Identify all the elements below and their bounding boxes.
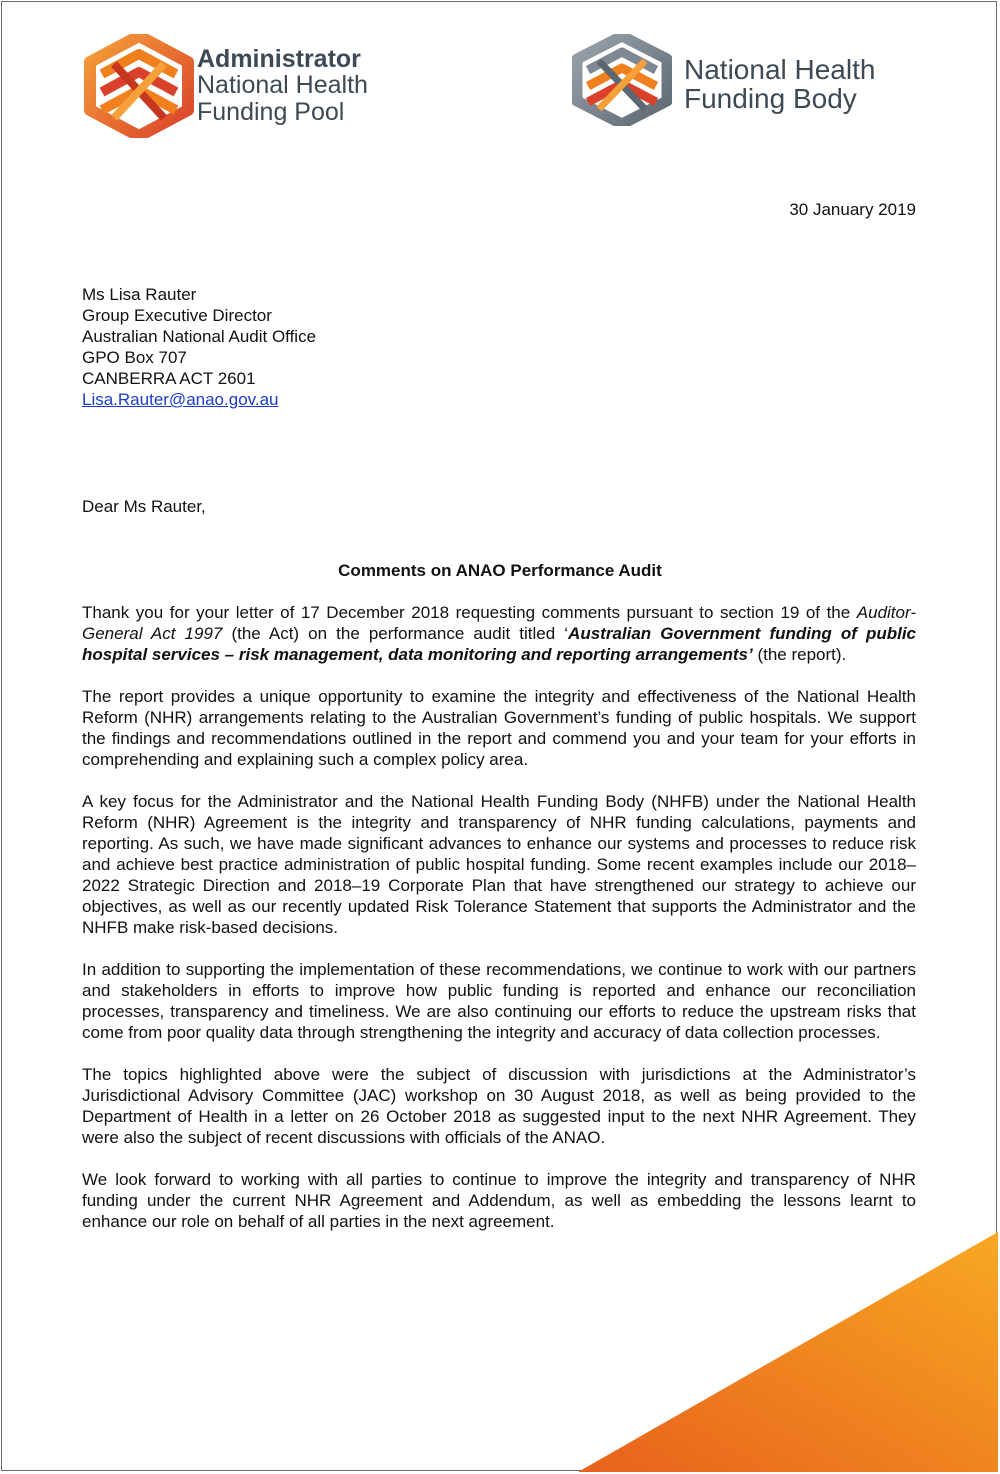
paragraph-2: The report provides a unique opportunity to examine the integrity and effectiveness of the National Health Reform (NHR) arrangements relating to the Australian Government’s funding of public hospitals. We support the findings and recommendations outlined in the report and commend you and your team for your efforts in comprehending and explaining such a complex policy area.	[82, 687, 916, 769]
paragraph-5: The topics highlighted above were the subject of discussion with jurisdictions at the Administrator’s Jurisdictional Advisory Committee (JAC) workshop on 30 August 2018, as well as being provided to the Department of Health in a letter on 26 October 2018 as suggested input to the next NHR Agreement. They were also the subject of recent discussions with officials of the ANAO.	[82, 1065, 916, 1147]
salutation: Dear Ms Rauter,	[82, 497, 206, 516]
paragraph-3: A key focus for the Administrator and the National Health Funding Body (NHFB) under the National Health Reform (NHR) Agreement is the integrity and transparency of NHR funding calculations, payments and reporting. As such, we have made significant advances to enhance our systems and processes to reduce risk and achieve best practice administration of public hospital funding. Some recent examples include our 2018–2022 Strategic Direction and 2018–19 Corporate Plan that have strengthened our strategy to achieve our objectives, as well as our recently updated Risk Tolerance Statement that supports the Administrator and the NHFB make risk-based decisions.	[82, 792, 916, 937]
administrator-name-line3: Funding Pool	[197, 97, 345, 126]
paragraph-4: In addition to supporting the implementation of these recommendations, we continue to work with our partners and stakeholders in efforts to improve how public funding is reported and enhance our reconciliation processes, transparency and timeliness. We are also continuing our efforts to reduce the upstream risks that come from poor quality data through strengthening the integrity and accuracy of data collection processes.	[82, 960, 916, 1042]
administrator-name-line1: Administrator	[197, 45, 361, 73]
nhfb-logo-icon	[572, 34, 672, 126]
paragraph-1-part-a: Thank you for your letter of 17 December 2018 requesting comments pursuant to section 19 of the	[82, 603, 857, 622]
letter-date: 30 January 2019	[789, 200, 916, 219]
recipient-organisation: Australian National Audit Office	[82, 327, 317, 346]
administrator-name-line2: National Health	[197, 71, 368, 100]
recipient-email-link[interactable]: Lisa.Rauter@anao.gov.au	[82, 390, 279, 409]
report-title: Australian Government funding of public hospital services – risk management, data monitoring and reporting arrangements’	[82, 624, 916, 664]
administrator-name	[197, 46, 368, 125]
recipient-name: Ms Lisa Rauter	[82, 285, 197, 304]
paragraph-1-part-c: (the Act) on the performance audit titled ‘	[222, 624, 569, 643]
nhfb-name	[684, 55, 875, 114]
letter-body	[82, 602, 916, 1253]
paragraph-6: We look forward to working with all parties to continue to improve the integrity and transparency of NHR funding under the current NHR Agreement and Addendum, as well as embedding the lessons learnt to enhance our role on behalf of all parties in the next agreement.	[82, 1170, 916, 1231]
orange-corner-decoration	[578, 1232, 998, 1472]
subject-heading: Comments on ANAO Performance Audit	[338, 561, 662, 580]
recipient-city: CANBERRA ACT 2601	[82, 369, 256, 388]
act-title: Auditor-General Act 1997	[82, 603, 916, 643]
recipient-address	[82, 284, 316, 410]
paragraph-1	[82, 602, 916, 665]
administrator-logo-icon	[84, 34, 194, 138]
paragraph-1-part-e: (the report).	[752, 645, 847, 664]
recipient-title: Group Executive Director	[82, 306, 272, 325]
recipient-po-box: GPO Box 707	[82, 348, 187, 367]
nhfb-name-line1: National Health	[684, 54, 876, 85]
nhfb-name-line2: Funding Body	[684, 83, 857, 115]
